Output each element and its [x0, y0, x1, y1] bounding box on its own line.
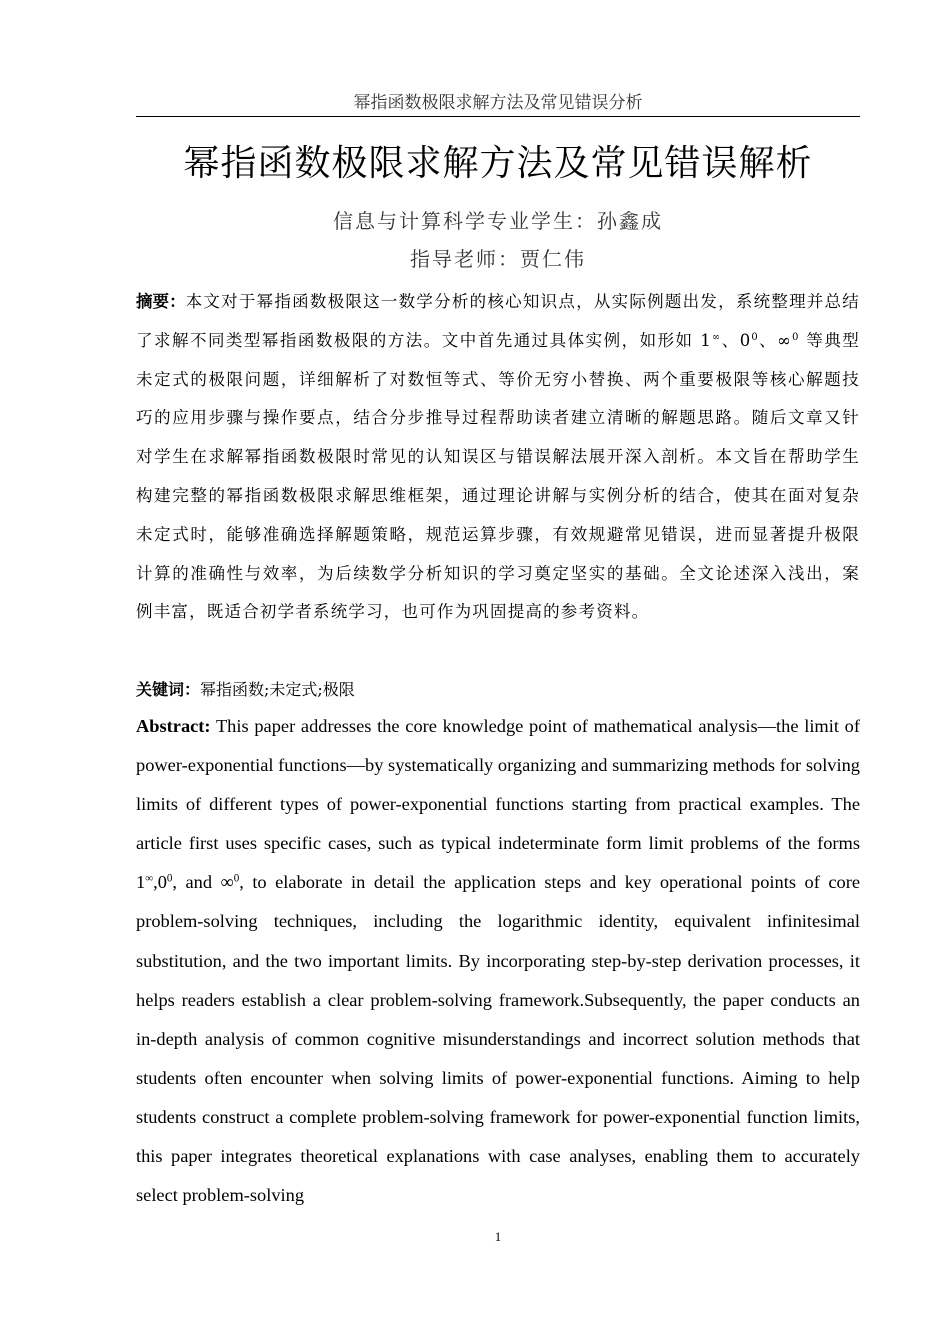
indeterminate-form-1: 1∞	[700, 330, 722, 350]
abstract-en-paragraph: Abstract: This paper addresses the core knowledge point of mathematical analysis—the limit of power-exponential functions—by systematically organizing and summarizing methods for solving limits of different types of power-exponential functions starting from practical examples. The article first uses specific cases, such as typical indeterminate form limit problems of the forms $1^\infty,0^0$, and ∞$^0$, to elaborate in detail the application steps and key operational points of core problem-solving techniques, including the logarithmic identity, equivalent infinitesimal substitution, and the two important limits. By incorporating step-by-step derivation processes, it helps readers establish a clear problem-solving framework.Subsequently, the paper conducts an in-depth analysis of common cognitive misunderstandings and incorrect solution methods that students often encounter when solving limits of power-exponential functions. Aiming to help students construct a complete problem-solving framework for power-exponential function limits, this paper integrates theoretical explanations with case analyses, enabling them to accurately select problem-solving	[136, 716, 860, 1206]
abstract-en-text-2: , to elaborate in detail the application steps and key operational points of core problem-solving techniques, including the logarithmic identity, equivalent infinitesimal substitution, and the two important limits. By incorporating step-by-step derivation processes, it helps readers establish a clear problem-solving framework.Subsequently, the paper conducts an in-depth analysis of common cognitive misunderstandings and incorrect solution methods that students often encounter when solving limits of power-exponential functions. Aiming to help students construct a complete problem-solving framework for power-exponential function limits, this paper integrates theoretical explanations with case analyses, enabling them to accurately select problem-solving	[136, 872, 860, 1206]
indeterminate-form-en-3: ∞$^0$	[220, 872, 240, 893]
indeterminate-form-2: $0^0$	[739, 330, 759, 350]
keywords-cn	[136, 676, 860, 704]
abstract-cn-text-2: 等典型未定式的极限问题，详细解析了对数恒等式、等价无穷小替换、两个重要极限等核心解题技巧的应用步骤与操作要点，结合分步推导过程帮助读者建立清晰的解题思路。随后文章又针对学生在求解幂指函数极限时常见的认知误区与错误解法展开深入剖析。本文旨在帮助学生构建完整的幂指函数极限求解思维框架，通过理论讲解与实例分析的结合，使其在面对复杂未定式时，能够准确选择解题策略，规范运算步骤，有效规避常见错误，进而显著提升极限计算的准确性与效率，为后续数学分析知识的学习奠定坚实的基础。全文论述深入浅出，案例丰富，既适合初学者系统学习，也可作为巩固提高的参考资料。	[136, 330, 861, 622]
abstract-en	[136, 707, 860, 1215]
abstract-en-label: Abstract:	[136, 716, 211, 736]
keywords-cn-label: 关键词：	[136, 680, 201, 699]
header-rule	[136, 116, 860, 117]
indeterminate-form-en-1: 1∞	[136, 872, 154, 893]
indeterminate-form-3: ∞$^0$	[777, 330, 800, 350]
paper-title: 幂指函数极限求解方法及常见错误解析	[183, 143, 813, 184]
abstract-cn	[136, 283, 860, 632]
abstract-cn-label: 摘要：	[136, 292, 186, 311]
advisor-line: 指导老师：贾仁伟	[410, 247, 586, 271]
abstract-en-text-1: This paper addresses the core knowledge point of mathematical analysis—the limit of power-exponential functions—by systematically organizing and summarizing methods for solving limits of different types of power-exponential functions starting from practical examples. The article first uses specific cases, such as typical indeterminate form limit problems of the forms	[136, 716, 860, 854]
abstract-cn-text-1: 本文对于幂指函数极限这一数学分析的核心知识点，从实际例题出发，系统整理并总结了求解不同类型幂指函数极限的方法。文中首先通过具体实例，如形如	[136, 292, 861, 350]
page-number: 1	[494, 1229, 502, 1244]
keywords-cn-text: 幂指函数;未定式;极限	[200, 680, 355, 699]
author-line: 信息与计算科学专业学生：孙鑫成	[333, 209, 663, 233]
indeterminate-form-en-2: $0^0$	[157, 872, 173, 893]
abstract-cn-paragraph: 摘要：本文对于幂指函数极限这一数学分析的核心知识点，从实际例题出发，系统整理并总结了求解不同类型幂指函数极限的方法。文中首先通过具体实例，如形如 1∞、$0^0$、∞$^0$ 等典型未定式的极限问题，详细解析了对数恒等式、等价无穷小替换、两个重要极限等核心解题技巧的应用步骤与操作要点，结合分步推导过程帮助读者建立清晰的解题思路。随后文章又针对学生在求解幂指函数极限时常见的认知误区与错误解法展开深入剖析。本文旨在帮助学生构建完整的幂指函数极限求解思维框架，通过理论讲解与实例分析的结合，使其在面对复杂未定式时，能够准确选择解题策略，规范运算步骤，有效规避常见错误，进而显著提升极限计算的准确性与效率，为后续数学分析知识的学习奠定坚实的基础。全文论述深入浅出，案例丰富，既适合初学者系统学习，也可作为巩固提高的参考资料。	[136, 292, 861, 622]
running-header: 幂指函数极限求解方法及常见错误分析	[353, 93, 643, 113]
